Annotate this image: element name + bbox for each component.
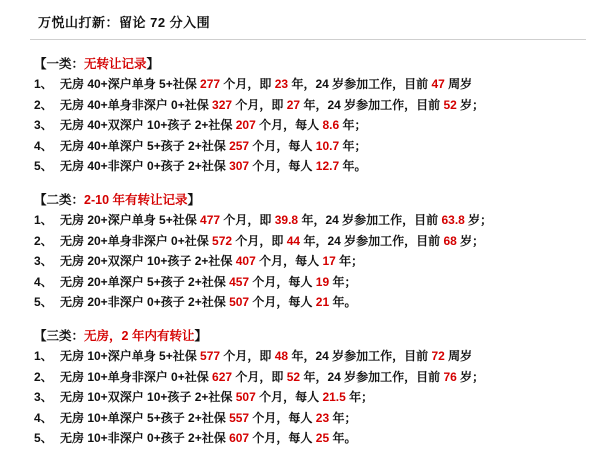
list-item-number: 4、 <box>34 410 53 425</box>
highlight-value: 19 <box>315 274 330 289</box>
list-item <box>34 75 586 94</box>
list-item-number: 1、 <box>34 77 53 91</box>
line-text: 个月，每人 <box>255 118 323 133</box>
line-text: 无房 20+单深户 5+孩子 2+社保 <box>60 274 230 289</box>
section-heading-highlight: 无转让记录 <box>84 57 147 71</box>
line-text: 年； <box>339 118 367 133</box>
section-heading-suffix: 】 <box>187 192 201 207</box>
line-text: 岁； <box>464 212 493 227</box>
section <box>30 54 586 176</box>
line-text: 个月，即 <box>220 348 275 363</box>
list-item-number: 5、 <box>34 159 53 174</box>
list-item <box>34 252 586 271</box>
section-heading-prefix: 【二类： <box>34 192 85 207</box>
line-text: 年； <box>335 254 364 269</box>
line-text: 个月，每人 <box>249 274 316 289</box>
line-text: 年，24 岁参加工作，目前 <box>300 233 444 248</box>
line-text: 无房 10+单身非深户 0+社保 <box>60 369 213 384</box>
line-text: 个月，即 <box>232 369 287 384</box>
line-text: 年； <box>339 138 367 153</box>
highlight-value: 8.6 <box>322 118 340 133</box>
list-item <box>34 211 586 230</box>
line-text: 个月，每人 <box>249 431 316 446</box>
line-text: 无房 40+深户单身 5+社保 <box>60 77 201 91</box>
section-heading <box>34 326 586 344</box>
line-text: 岁； <box>456 233 485 248</box>
list-item <box>34 368 586 387</box>
line-text: 个月，每人 <box>249 159 316 174</box>
list-item-number: 5、 <box>34 295 53 310</box>
list-item-number: 2、 <box>34 97 53 112</box>
list-item <box>34 273 586 292</box>
highlight-value: 23 <box>315 410 330 425</box>
line-text: 个月，每人 <box>255 254 323 269</box>
list-item <box>34 347 586 366</box>
highlight-value: 277 <box>200 77 221 91</box>
list-item <box>34 429 586 448</box>
highlight-value: 21 <box>315 295 330 310</box>
line-text: 无房 40+双深户 10+孩子 2+社保 <box>60 118 236 133</box>
line-text: 无房 10+非深户 0+孩子 2+社保 <box>60 431 230 446</box>
section-heading-prefix: 【三类： <box>34 328 85 343</box>
section <box>30 326 586 448</box>
highlight-value: 23 <box>274 77 289 91</box>
highlight-value: 577 <box>200 348 221 363</box>
line-text: 个月，每人 <box>255 390 323 405</box>
line-text: 无房 40+非深户 0+孩子 2+社保 <box>60 159 230 174</box>
highlight-value: 25 <box>315 431 330 446</box>
list-item <box>34 116 586 135</box>
highlight-value: 327 <box>212 97 233 112</box>
highlight-value: 457 <box>229 274 250 289</box>
highlight-value: 507 <box>235 390 256 405</box>
line-text: 个月，即 <box>220 212 275 227</box>
list-item <box>34 137 586 156</box>
highlight-value: 17 <box>322 254 336 269</box>
highlight-value: 52 <box>286 369 301 384</box>
highlight-value: 76 <box>443 369 457 384</box>
list-item-number: 2、 <box>34 233 53 248</box>
list-item-number: 5、 <box>34 431 53 446</box>
list-item-number: 4、 <box>34 138 53 153</box>
highlight-value: 572 <box>212 233 233 248</box>
list-item-number: 3、 <box>34 118 53 133</box>
sections-container <box>30 54 586 448</box>
line-text: 年，24 岁参加工作，目前 <box>288 348 432 363</box>
page-title: 万悦山打新：留论 72 分入围 <box>38 15 211 30</box>
line-text: 无房 20+双深户 10+孩子 2+社保 <box>60 254 236 269</box>
section <box>30 190 586 312</box>
list-item <box>34 409 586 428</box>
highlight-value: 48 <box>274 348 289 363</box>
highlight-value: 47 <box>431 77 445 91</box>
line-text: 年，24 岁参加工作，目前 <box>300 97 444 112</box>
section-heading-highlight: 无房，2 年内有转让 <box>84 328 195 343</box>
highlight-value: 10.7 <box>315 138 340 153</box>
line-text: 个月，每人 <box>249 138 316 153</box>
line-text: 无房 20+单身非深户 0+社保 <box>60 233 213 248</box>
section-heading-highlight: 2-10 年有转让记录 <box>84 192 188 207</box>
highlight-value: 207 <box>235 118 256 133</box>
line-text: 岁； <box>456 97 485 112</box>
highlight-value: 307 <box>229 159 250 174</box>
line-text: 年，24 岁参加工作，目前 <box>298 212 442 227</box>
line-text: 年； <box>345 390 374 405</box>
line-text: 个月，即 <box>220 77 275 91</box>
line-text: 年； <box>329 410 357 425</box>
highlight-value: 72 <box>431 348 445 363</box>
list-item-number: 3、 <box>34 254 53 269</box>
section-heading <box>34 190 586 208</box>
highlight-value: 68 <box>443 233 457 248</box>
line-text: 个月，即 <box>232 233 287 248</box>
list-item <box>34 232 586 251</box>
highlight-value: 44 <box>286 233 301 248</box>
highlight-value: 477 <box>200 212 221 227</box>
highlight-value: 39.8 <box>274 212 299 227</box>
line-text: 年； <box>329 274 357 289</box>
line-text: 无房 40+单身非深户 0+社保 <box>60 97 213 112</box>
highlight-value: 607 <box>229 431 250 446</box>
line-text: 年，24 岁参加工作，目前 <box>300 369 444 384</box>
line-text: 无房 20+深户单身 5+社保 <box>60 212 201 227</box>
list-item <box>34 388 586 407</box>
list-item-number: 4、 <box>34 274 53 289</box>
line-text: 周岁 <box>444 348 473 363</box>
line-text: 个月，每人 <box>249 295 316 310</box>
highlight-value: 27 <box>286 97 301 112</box>
line-text: 个月，即 <box>232 97 287 112</box>
list-item <box>34 157 586 176</box>
highlight-value: 507 <box>229 295 250 310</box>
line-text: 年。 <box>329 295 357 310</box>
line-text: 无房 10+双深户 10+孩子 2+社保 <box>60 390 236 405</box>
list-item-number: 1、 <box>34 212 53 227</box>
line-text: 个月，每人 <box>249 410 316 425</box>
highlight-value: 63.8 <box>441 212 465 227</box>
list-item <box>34 96 586 115</box>
list-item-number: 2、 <box>34 369 53 384</box>
section-heading-suffix: 】 <box>194 328 207 343</box>
highlight-value: 557 <box>229 410 250 425</box>
title-divider <box>30 39 586 40</box>
list-item <box>34 293 586 312</box>
section-heading-prefix: 【一类： <box>34 57 85 71</box>
highlight-value: 21.5 <box>322 390 346 405</box>
line-text: 无房 10+单深户 5+孩子 2+社保 <box>60 410 230 425</box>
line-text: 周岁 <box>444 77 473 91</box>
list-item-number: 1、 <box>34 348 53 363</box>
list-item-number: 3、 <box>34 390 53 405</box>
section-heading <box>34 54 586 72</box>
highlight-value: 12.7 <box>315 159 340 174</box>
line-text: 无房 40+单深户 5+孩子 2+社保 <box>60 138 230 153</box>
highlight-value: 257 <box>229 138 250 153</box>
line-text: 无房 20+非深户 0+孩子 2+社保 <box>60 295 230 310</box>
line-text: 年，24 岁参加工作，目前 <box>288 77 432 91</box>
highlight-value: 627 <box>212 369 233 384</box>
line-text: 年。 <box>329 431 357 446</box>
line-text: 年。 <box>339 159 367 174</box>
highlight-value: 407 <box>235 254 256 269</box>
line-text: 无房 10+深户单身 5+社保 <box>60 348 201 363</box>
line-text: 岁； <box>456 369 485 384</box>
section-heading-suffix: 】 <box>146 57 160 71</box>
highlight-value: 52 <box>443 97 457 112</box>
